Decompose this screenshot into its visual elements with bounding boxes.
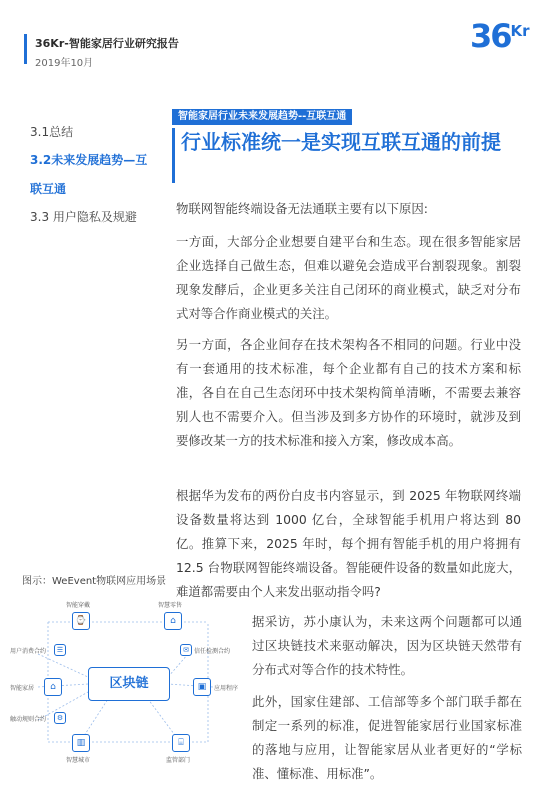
section-tag: 智能家居行业未来发展趋势--互联互通 [172,109,352,125]
node-label-app: 应用程序 [214,685,239,692]
home-icon: ⌂ [44,678,62,696]
paragraph-3: 根据华为发布的两份白皮书内容显示，到 2025 年物联网终端设备数量将达到 1000 亿台，全球智能手机用户将达到 80 亿。推算下来，2025 年时，每个拥有智能手机的用户将拥有 12.5 台物联网智能终端设备。智能硬件设备的数量如此庞大，难道都需要由个人来发出驱动指令吗? [176,488,521,599]
gear-icon: ⚙ [54,712,66,724]
government-icon: ⌸ [172,734,190,752]
title-accent-bar [172,128,175,183]
logo-suffix: Kr [510,22,530,40]
sidebar-item-trend-cont[interactable]: 联互通 [30,182,67,196]
paragraph-5: 此外，国家住建部、工信部等多个部门联手都在制定一系列的标准，促进智能家居行业国家标准的落地与应用，让智能家居从业者更好的“学标准、懂标准、用标准”。 [252,694,522,781]
header-accent-bar [24,34,27,64]
node-label-consumer-contract: 用户消费合约 [10,648,47,655]
city-icon: ▥ [72,734,90,752]
figure-caption: 图示：WeEvent物联网应用场景 [22,576,167,587]
brand-logo [470,17,530,55]
report-date: 2019年10月 [35,58,94,69]
node-label-trust-contract: 信任检测合约 [194,648,231,655]
node-label-smart-home: 智能家居 [10,685,35,692]
node-label-trigger-contract: 触动规则合约 [10,716,47,723]
node-label-regulator: 监管部门 [166,757,191,764]
paragraph-2: 另一方面，各企业间存在技术架构各不相同的问题。行业中没有一套通用的技术标准，每个企业都有自己的技术方案和标准，各自在自己生态闭环中技术架构简单清晰，不需要去兼容别人也不需要介入。但当涉及到多方协作的环境时，就涉及到要修改某一方的技术标准和接入方案，修改成本高。 [176,337,521,448]
node-label-smart-city: 智慧城市 [66,757,91,764]
blockchain-diagram [8,592,248,772]
logo-main: 36 [470,17,511,55]
app-icon: ▣ [193,678,211,696]
page-title: 行业标准统一是实现互联互通的前提 [181,130,501,154]
sidebar-item-trend[interactable]: 3.2未来发展趋势—互 [30,153,148,167]
paragraph-4: 据采访，苏小康认为，未来这两个问题都可以通过区块链技术来驱动解决，因为区块链天然带有分布式对等合作的技术特性。 [252,614,522,677]
blockchain-center-node: 区块链 [88,667,170,701]
node-label-retail: 智慧零售 [158,602,183,609]
node-label-wearable: 智能穿戴 [66,602,91,609]
store-icon: ⌂ [164,612,182,630]
paragraph-1: 一方面，大部分企业想要自建平台和生态。现在很多智能家居企业选择自己做生态，但难以避免会造成平台割裂现象。割裂现象发酵后，企业更多关注自己闭环的商业模式，缺乏对分布式对等合作商业模式的关注。 [176,234,521,321]
sidebar-item-summary[interactable]: 3.1总结 [30,125,74,139]
report-title: 36Kr-智能家居行业研究报告 [35,37,179,50]
chat-icon: ✉ [180,644,192,656]
contract-icon: ☰ [54,644,66,656]
sidebar-item-privacy[interactable]: 3.3 用户隐私及规避 [30,210,137,224]
watch-icon: ⌚ [72,612,90,630]
intro-paragraph: 物联网智能终端设备无法通联主要有以下原因: [176,201,428,216]
